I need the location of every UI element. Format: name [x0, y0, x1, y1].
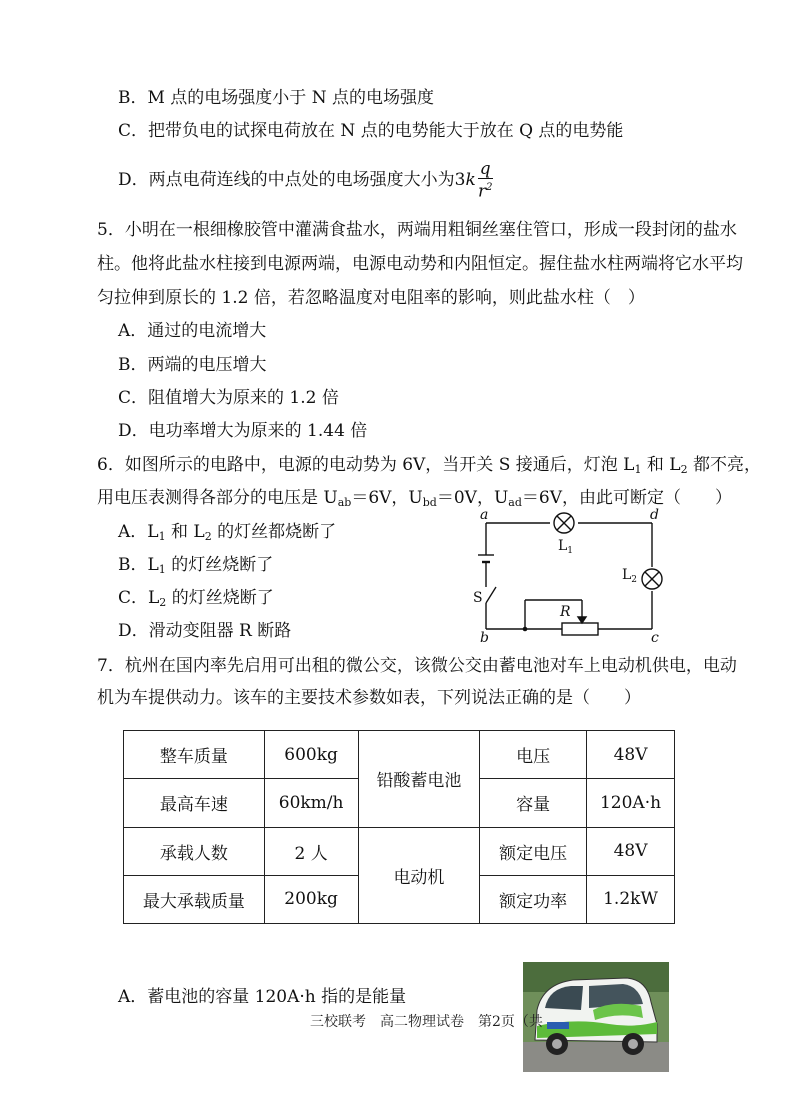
q4-option-c: C．把带负电的试探电荷放在 N 点的电势能大于放在 Q 点的电势能	[118, 121, 624, 141]
table-cell: 2 人	[264, 827, 358, 875]
spec-table	[123, 730, 675, 924]
switch-s-label: S	[473, 590, 483, 606]
switch-s-icon	[486, 587, 496, 603]
table-cell: 120A·h	[587, 779, 675, 827]
rheostat-r-label: R	[560, 604, 571, 620]
q7-stem-line-2: 机为车提供动力。该车的主要技术参数如表，下列说法正确的是（ ）	[97, 688, 641, 708]
q4-option-d-text: D．两点电荷连线的中点处的电场强度大小为3	[118, 170, 466, 190]
electric-car-photo	[523, 962, 669, 1072]
q5-option-a: A．通过的电流增大	[118, 321, 267, 341]
table-cell: 电压	[480, 731, 587, 779]
table-cell: 铅酸蓄电池	[358, 731, 480, 828]
q4-option-d	[118, 160, 493, 201]
q4-option-d-k: k	[465, 170, 476, 190]
table-cell: 承载人数	[124, 827, 265, 875]
q6-option-d: D．滑动变阻器 R 断路	[118, 621, 292, 641]
q5-option-d: D．电功率增大为原来的 1.44 倍	[118, 421, 368, 441]
lamp-l2-label: $L_2$	[622, 567, 638, 585]
q6-stem-line-1: 6．如图所示的电路中，电源的电动势为 6V，当开关 S 接通后，灯泡 $L_1$ 和 $L_2$ 都不亮，	[97, 455, 761, 476]
q5-stem-line-2: 柱。他将此盐水柱接到电源两端，电源电动势和内阻恒定。握住盐水柱两端将它水平均	[97, 254, 743, 274]
rheostat-r-icon	[562, 623, 598, 635]
q6-stem-line-2: 用电压表测得各部分的电压是 $U_{ab}=6V$，$U_{bd}=0V$，$U_{ad}=6V$，由此可断定（ ）	[97, 488, 732, 509]
table-cell: 60km/h	[264, 779, 358, 827]
q5-option-c: C．阻值增大为原来的 1.2 倍	[118, 388, 339, 408]
table-cell: 48V	[587, 827, 675, 875]
q7-stem-line-1: 7．杭州在国内率先启用可出租的微公交，该微公交由蓄电池对车上电动机供电，电动	[97, 656, 737, 676]
table-cell: 电动机	[358, 827, 480, 924]
q4-option-d-fraction	[478, 160, 493, 201]
q5-stem-line-1: 5．小明在一根细橡胶管中灌满食盐水，两端用粗铜丝塞住管口，形成一段封闭的盐水	[97, 220, 737, 240]
node-a-label: a	[480, 507, 489, 523]
table-cell: 600kg	[264, 731, 358, 779]
junction-dot	[523, 627, 528, 632]
q5-stem-line-3: 匀拉伸到原长的 1.2 倍，若忽略温度对电阻率的影响，则此盐水柱（ ）	[97, 288, 645, 308]
fraction-denominator: $r^2$	[477, 181, 493, 202]
node-d-label: d	[650, 507, 659, 523]
fraction-numerator: q	[479, 159, 491, 180]
node-c-label: c	[651, 630, 659, 645]
q4-option-b: B．M 点的电场强度小于 N 点的电场强度	[118, 88, 434, 108]
table-cell: 整车质量	[124, 731, 265, 779]
table-row	[124, 731, 675, 779]
page-footer: 三校联考 高二物理试卷 第2页（共	[310, 1014, 543, 1030]
circuit-diagram	[470, 505, 675, 645]
q6-option-a: A．$L_1$ 和 $L_2$ 的灯丝都烧断了	[118, 522, 337, 543]
table-cell: 最大承载质量	[124, 875, 265, 923]
table-cell: 200kg	[264, 875, 358, 923]
node-b-label: b	[480, 630, 489, 645]
q7-option-a: A．蓄电池的容量 120A·h 指的是能量	[118, 987, 407, 1007]
q5-option-b: B．两端的电压增大	[118, 355, 267, 375]
table-cell: 额定电压	[480, 827, 587, 875]
lamp-l1-label: $L_1$	[558, 538, 574, 556]
q6-option-c: C．$L_2$ 的灯丝烧断了	[118, 588, 274, 609]
table-cell: 额定功率	[480, 875, 587, 923]
q6-option-b: B．$L_1$ 的灯丝烧断了	[118, 555, 274, 576]
table-cell: 最高车速	[124, 779, 265, 827]
table-cell: 1.2kW	[587, 875, 675, 923]
table-row	[124, 827, 675, 875]
table-cell: 容量	[480, 779, 587, 827]
table-cell: 48V	[587, 731, 675, 779]
